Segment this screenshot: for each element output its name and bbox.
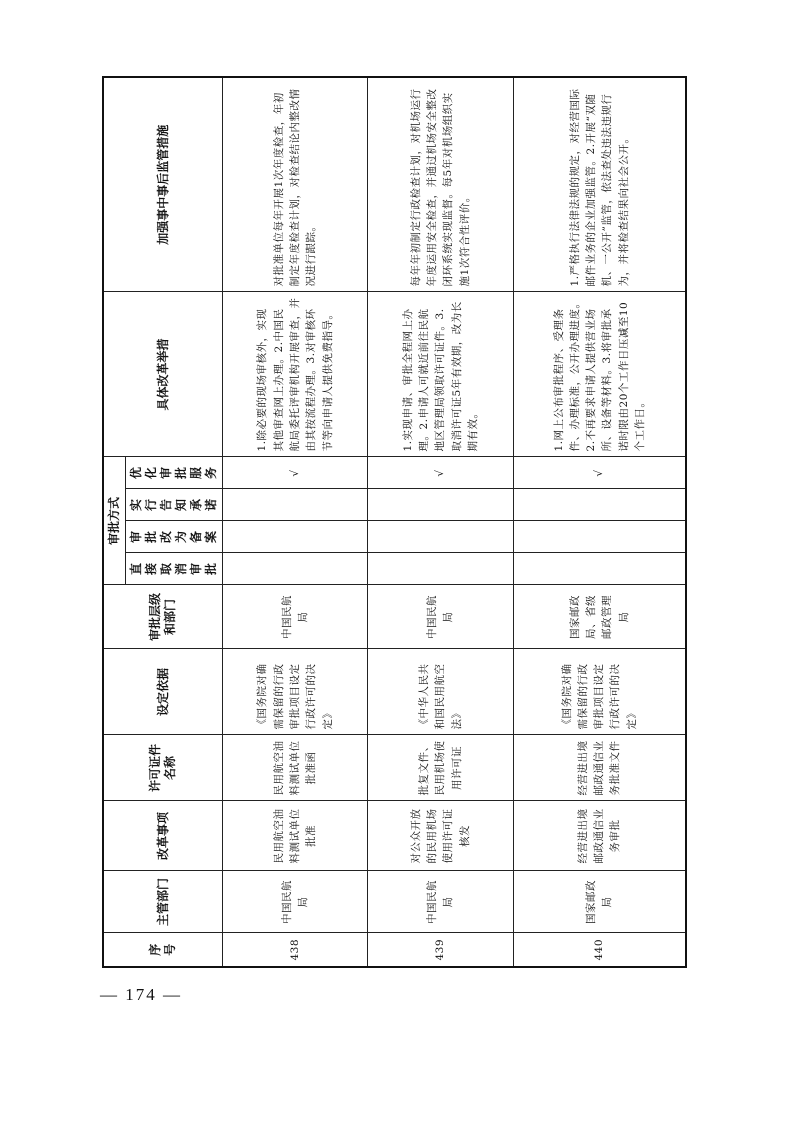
cell-item: 对公众开放的民用机场使用许可证核发 xyxy=(368,801,513,871)
cell-mode-commit xyxy=(223,489,368,521)
cell-level: 中国民航局 xyxy=(368,585,513,649)
header-license: 许可证件名称 xyxy=(103,735,223,801)
cell-supervision: 1.严格执行法律法规的规定，对经营国际邮件业务的企业加强监管。2.开展“双随机、一公开”监管，依法查处违法违规行为，并将检查结果向社会公开。 xyxy=(513,77,686,292)
cell-mode-filing xyxy=(223,521,368,553)
cell-seq: 440 xyxy=(513,933,686,967)
cell-mode-optimize: √ xyxy=(223,457,368,489)
cell-mode-cancel xyxy=(513,553,686,585)
cell-mode-commit xyxy=(368,489,513,521)
cell-measures: 1.实现申请、审批全程网上办理。2.申请人可就近前往民航地区管理局领取许可证件。3.取消许可证5年有效期，改为长期有效。 xyxy=(368,292,513,457)
header-mode-filing: 审批改为备案 xyxy=(126,521,223,553)
header-level: 审批层级和部门 xyxy=(103,585,223,649)
header-item: 改革事项 xyxy=(103,801,223,871)
cell-mode-cancel xyxy=(368,553,513,585)
cell-basis: 《国务院对确需保留的行政审批项目设定行政许可的决定》 xyxy=(513,649,686,735)
cell-level: 中国民航局 xyxy=(223,585,368,649)
landscape-table-wrapper xyxy=(102,88,687,968)
cell-level: 国家邮政局、省级邮政管理局 xyxy=(513,585,686,649)
cell-supervision: 对批准单位每年开展1次年度检查，年初制定年度检查计划，对检查结论内整改情况进行跟踪。 xyxy=(223,77,368,292)
cell-supervision: 每年年初制定行政检查计划，对机场运行年度运用安全检查，并通过机场安全整改闭环系统实现监督。每5年对机场组织实施1次符合性评价。 xyxy=(368,77,513,292)
cell-seq: 439 xyxy=(368,933,513,967)
header-basis: 设定依据 xyxy=(103,649,223,735)
table-row xyxy=(513,77,686,967)
cell-dept: 国家邮政局 xyxy=(513,871,686,933)
header-supervision: 加强事中事后监管措施 xyxy=(103,77,223,292)
header-dept: 主管部门 xyxy=(103,871,223,933)
cell-mode-cancel xyxy=(223,553,368,585)
cell-license: 经营进出境邮政通信业务批准文件 xyxy=(513,735,686,801)
header-mode-cancel: 直接取消审批 xyxy=(126,553,223,585)
cell-basis: 《国务院对确需保留的行政审批项目设定行政许可的决定》 xyxy=(223,649,368,735)
header-mode-optimize: 优化审批服务 xyxy=(126,457,223,489)
table-row xyxy=(368,77,513,967)
cell-basis: 《中华人民共和国民用航空法》 xyxy=(368,649,513,735)
cell-mode-commit xyxy=(513,489,686,521)
header-measures: 具体改革举措 xyxy=(103,292,223,457)
cell-dept: 中国民航局 xyxy=(223,871,368,933)
cell-mode-filing xyxy=(513,521,686,553)
cell-license: 批复文件、民用机场使用许可证 xyxy=(368,735,513,801)
cell-item: 民用航空油料测试单位批准 xyxy=(223,801,368,871)
page-number: — 174 — xyxy=(100,985,182,1004)
cell-seq: 438 xyxy=(223,933,368,967)
cell-mode-optimize: √ xyxy=(368,457,513,489)
cell-measures: 1.网上公布审批程序、受理条件、办理标准，公开办理进度。2.不再要求申请人提供营业场所、设备等材料。3.将审批承诺时限由20个工作日压减至10个工作日。 xyxy=(513,292,686,457)
cell-mode-filing xyxy=(368,521,513,553)
cell-license: 民用航空油料测试单位批准函 xyxy=(223,735,368,801)
table-row xyxy=(223,77,368,967)
cell-measures: 1.除必要的现场审核外，实现其他审查网上办理。2.中国民航局委托评审机构开展审查，并由其按流程办理。3.对审核环节等向申请人提供免费指导。 xyxy=(223,292,368,457)
header-row-1 xyxy=(103,77,126,967)
cell-dept: 中国民航局 xyxy=(368,871,513,933)
header-mode-commit: 实行告知承诺 xyxy=(126,489,223,521)
header-seq: 序号 xyxy=(103,933,223,967)
cell-mode-optimize: √ xyxy=(513,457,686,489)
rotated-table-frame xyxy=(102,88,687,968)
approval-reform-table xyxy=(102,76,687,968)
header-approval-mode: 审批方式 xyxy=(103,457,126,585)
cell-item: 经营进出境邮政通信业务审批 xyxy=(513,801,686,871)
